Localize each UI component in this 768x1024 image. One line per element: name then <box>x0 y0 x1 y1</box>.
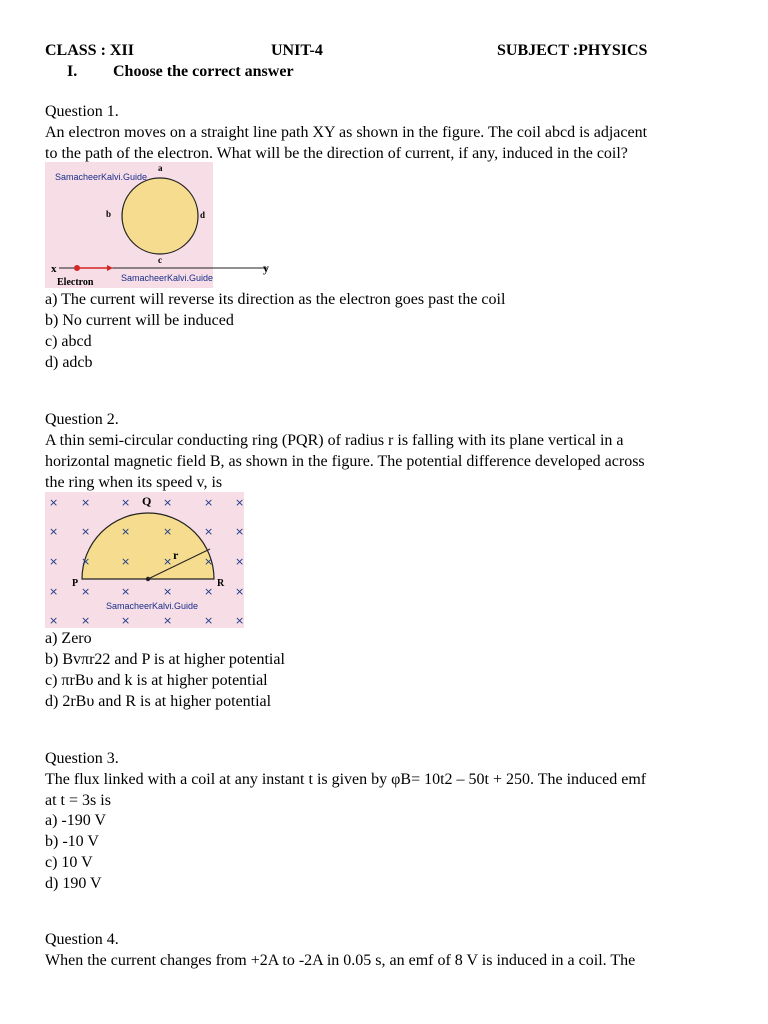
field-cross-mark: × <box>204 614 214 627</box>
answer-option: b) No current will be induced <box>45 312 234 329</box>
electron-dot <box>74 265 80 271</box>
question-text: An electron moves on a straight line path XY as shown in the figure. The coil abcd is adjacent <box>45 124 648 141</box>
field-cross-mark: × <box>49 496 59 509</box>
figure-watermark: SamacheerKalvi.Guide <box>106 601 199 611</box>
question-text: A thin semi-circular conducting ring (PQR) of radius r is falling with its plane vertical in a <box>45 432 624 449</box>
question-title: Question 2. <box>45 411 119 428</box>
field-cross-mark: × <box>81 555 91 568</box>
question-text: the ring when its speed v, is <box>45 474 223 491</box>
path-label-x: x <box>51 263 57 275</box>
field-cross-mark: × <box>235 585 245 598</box>
section-number: I. <box>67 63 78 80</box>
coil-figure <box>45 162 275 290</box>
field-cross-mark: × <box>121 525 131 538</box>
electron-label: Electron <box>57 277 94 288</box>
field-cross-mark: × <box>204 496 214 509</box>
field-cross-mark: × <box>121 585 131 598</box>
ring-label-q: Q <box>142 494 152 508</box>
answer-option: a) Zero <box>45 630 92 647</box>
field-cross-mark: × <box>163 496 173 509</box>
field-cross-mark: × <box>81 585 91 598</box>
field-cross-mark: × <box>163 555 173 568</box>
answer-option: d) 190 V <box>45 875 102 892</box>
subject-label: SUBJECT :PHYSICS <box>497 42 648 59</box>
radius-label: r <box>173 548 179 562</box>
section-title: Choose the correct answer <box>113 63 294 80</box>
field-cross-mark: × <box>163 614 173 627</box>
answer-option: b) -10 V <box>45 833 99 850</box>
coil-label-b: b <box>106 209 112 219</box>
ring-center <box>146 577 150 581</box>
field-cross-mark: × <box>121 496 131 509</box>
question-title: Question 1. <box>45 103 119 120</box>
answer-option: d) 2rBυ and R is at higher potential <box>45 693 272 710</box>
figure-watermark: SamacheerKalvi.Guide <box>121 273 214 283</box>
field-cross-mark: × <box>204 525 214 538</box>
question-text: at t = 3s is <box>45 792 111 809</box>
question-text: to the path of the electron. What will be the direction of current, if any, induced in the coil? <box>45 145 628 162</box>
answer-option: d) adcb <box>45 354 93 371</box>
ring-label-p: P <box>72 578 79 589</box>
answer-option: c) πrBυ and k is at higher potential <box>45 672 268 689</box>
field-cross-mark: × <box>235 614 245 627</box>
field-cross-mark: × <box>204 585 214 598</box>
field-cross-mark: × <box>81 614 91 627</box>
question-text: When the current changes from +2A to -2A in 0.05 s, an emf of 8 V is induced in a coil. The <box>45 952 636 969</box>
coil-label-a: a <box>158 163 163 173</box>
field-cross-mark: × <box>235 525 245 538</box>
coil-label-c: c <box>158 255 162 265</box>
field-cross-mark: × <box>81 496 91 509</box>
field-cross-mark: × <box>204 555 214 568</box>
coil-label-d: d <box>200 210 206 220</box>
field-cross-mark: × <box>49 585 59 598</box>
question-title: Question 3. <box>45 750 119 767</box>
field-cross-mark: × <box>121 614 131 627</box>
question-text: horizontal magnetic field B, as shown in the figure. The potential difference developed across <box>45 453 645 470</box>
answer-option: a) The current will reverse its direction as the electron goes past the coil <box>45 291 506 308</box>
answer-option: a) -190 V <box>45 812 107 829</box>
field-cross-mark: × <box>235 555 245 568</box>
field-cross-mark: × <box>49 555 59 568</box>
field-cross-mark: × <box>163 525 173 538</box>
field-cross-mark: × <box>235 496 245 509</box>
field-cross-mark: × <box>121 555 131 568</box>
answer-option: c) 10 V <box>45 854 93 871</box>
answer-option: b) Bvπr22 and P is at higher potential <box>45 651 285 668</box>
semicircle-ring-figure <box>45 492 245 628</box>
unit-label: UNIT-4 <box>271 42 323 59</box>
path-label-y: y <box>263 261 269 275</box>
answer-option: c) abcd <box>45 333 92 350</box>
field-cross-mark: × <box>49 525 59 538</box>
class-label: CLASS : XII <box>45 42 134 59</box>
ring-label-r: R <box>217 578 225 589</box>
question-title: Question 4. <box>45 931 119 948</box>
field-cross-mark: × <box>81 525 91 538</box>
figure-watermark: SamacheerKalvi.Guide <box>55 172 148 182</box>
coil-circle <box>122 178 198 254</box>
field-cross-mark: × <box>163 585 173 598</box>
field-cross-mark: × <box>49 614 59 627</box>
question-text: The flux linked with a coil at any instant t is given by φB= 10t2 – 50t + 250. The induced emf <box>45 771 647 788</box>
